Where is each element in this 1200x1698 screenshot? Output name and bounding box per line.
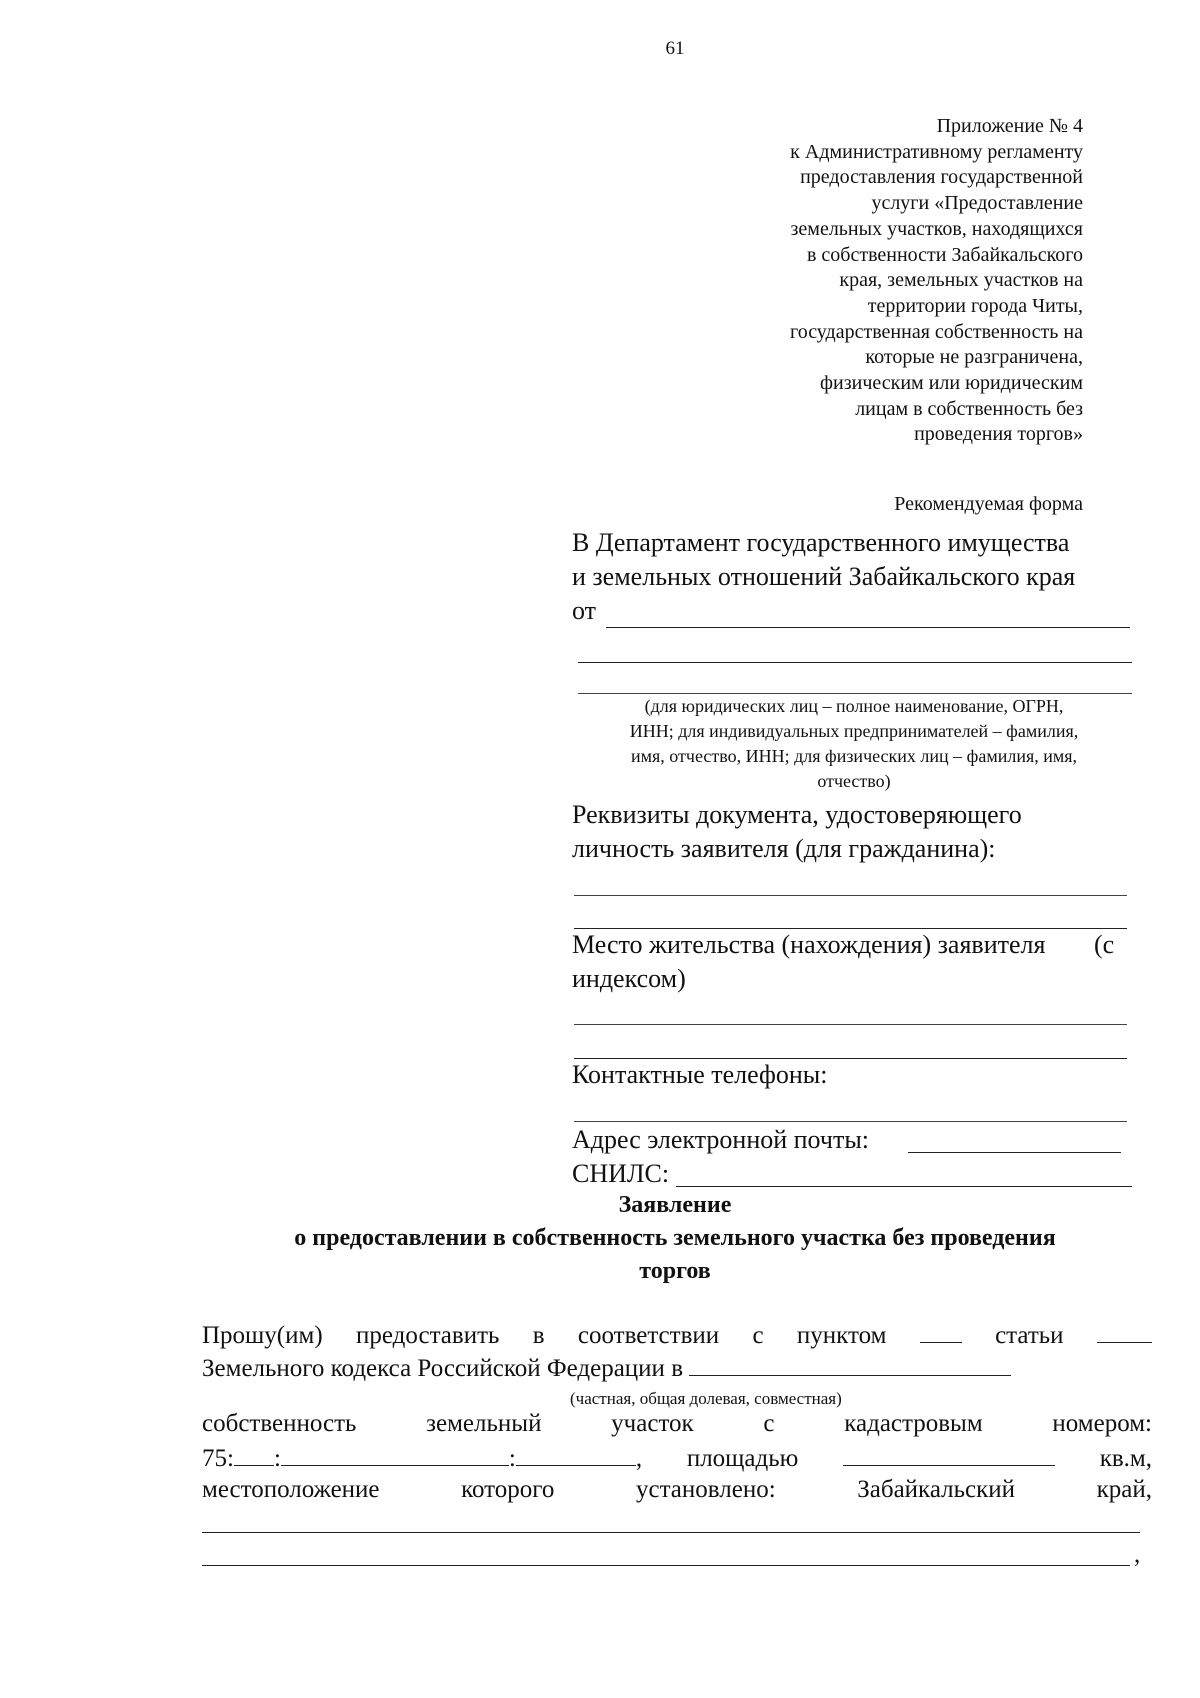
document-title: Заявление [618, 1192, 732, 1218]
area-field[interactable] [843, 1443, 1055, 1466]
hint-line: (для юридических лиц – полное наименование, ОГРН, [644, 696, 1064, 716]
residence-field-line[interactable] [574, 1024, 1127, 1025]
body-text: Земельного кодекса Российской Федерации в [202, 1355, 683, 1382]
body-word: с [752, 1322, 764, 1349]
end-comma: , [1134, 1541, 1141, 1568]
appendix-line: территории города Читы, [867, 294, 1083, 317]
from-field-line[interactable] [606, 627, 1130, 628]
body-word: статьи [995, 1322, 1064, 1349]
body-line-4 [202, 1443, 1152, 1473]
article-number-field[interactable] [1097, 1320, 1152, 1343]
location-field-line[interactable] [202, 1532, 1140, 1533]
body-line-1 [202, 1320, 1152, 1350]
body-word: номером: [1052, 1410, 1152, 1437]
cadastral-part-1-field[interactable] [234, 1443, 274, 1466]
addressee-line-1: В Департамент государственного имущества [572, 528, 1070, 557]
area-unit: кв.м, [1099, 1445, 1152, 1472]
appendix-line: предоставления государственной [800, 166, 1083, 189]
snils-field-line[interactable] [676, 1186, 1132, 1187]
residence-field-line-2[interactable] [574, 1058, 1127, 1059]
body-word: Прошу(им) [202, 1322, 323, 1349]
id-document-field-line[interactable] [574, 895, 1127, 896]
phones-label: Контактные телефоны: [572, 1060, 828, 1089]
body-line-2 [202, 1353, 1011, 1383]
document-subtitle-end: торгов [639, 1258, 711, 1284]
id-document-field-line-2[interactable] [574, 928, 1127, 929]
appendix-line: услуги «Предоставление [871, 192, 1083, 215]
appendix-line: земельных участков, находящихся [790, 217, 1083, 240]
appendix-line: края, земельных участков на [839, 269, 1083, 292]
body-word: соответствии [577, 1322, 720, 1349]
email-field-line[interactable] [908, 1152, 1121, 1153]
body-word: кадастровым [844, 1410, 983, 1437]
hint-line: имя, отчество, ИНН; для физических лиц – фамилия, имя, [630, 746, 1078, 766]
appendix-line: к Административному регламенту [790, 140, 1083, 163]
body-word: край, [1096, 1476, 1152, 1503]
appendix-line: которые не разграничена, [865, 346, 1083, 369]
appendix-line: проведения торгов» [914, 423, 1083, 446]
email-label: Адрес электронной почты: [572, 1125, 870, 1154]
cadastral-prefix: 75: [202, 1445, 234, 1472]
snils-label: СНИЛС: [572, 1159, 670, 1188]
body-word: установлено: [635, 1476, 776, 1503]
body-word: участок [611, 1410, 694, 1437]
appendix-line: Приложение № 4 [936, 115, 1083, 137]
body-line-3 [202, 1410, 1152, 1438]
page-number: 61 [665, 38, 685, 59]
hint-line: ИНН; для индивидуальных предпринимателей – фамилия, [629, 721, 1079, 741]
applicant-hint [570, 694, 1138, 794]
cadastral-part-2-field[interactable] [281, 1443, 509, 1466]
id-document-label-1: Реквизиты документа, удостоверяющего [572, 800, 1022, 829]
cadastral-part-3-field[interactable] [516, 1443, 636, 1466]
appendix-line: лицам в собственность без [855, 397, 1083, 420]
body-word: собственность [202, 1410, 357, 1437]
hint-line: отчество) [817, 771, 891, 791]
appendix-header [643, 114, 1083, 448]
body-word: которого [461, 1476, 555, 1503]
residence-label-1: Место жительства (нахождения) заявителя [572, 930, 1046, 959]
recommended-form-label: Рекомендуемая форма [894, 493, 1083, 515]
area-label: площадью [686, 1445, 799, 1472]
body-word: предоставить [355, 1322, 500, 1349]
appendix-line: государственная собственность на [789, 320, 1083, 343]
appendix-line: физическим или юридическим [820, 372, 1083, 395]
clause-number-field[interactable] [920, 1320, 962, 1343]
ownership-type-field[interactable] [689, 1353, 1011, 1376]
document-subtitle: о предоставлении в собственность земельного участка без проведения [294, 1225, 1056, 1251]
cadastral-colon: : [508, 1445, 516, 1472]
appendix-line: в собственности Забайкальского [806, 243, 1083, 266]
body-line-5 [202, 1476, 1152, 1504]
ownership-type-hint: (частная, общая долевая, совместная) [570, 1389, 842, 1408]
cadastral-colon: : [273, 1445, 281, 1472]
body-word: пунктом [796, 1322, 887, 1349]
body-word: Забайкальский [857, 1476, 1016, 1503]
body-word: земельный [426, 1410, 542, 1437]
phones-field-line[interactable] [574, 1121, 1127, 1122]
body-word: местоположение [202, 1476, 380, 1503]
id-document-label-2: личность заявителя (для гражданина): [572, 834, 996, 863]
cadastral-number: 75: : : , [202, 1445, 643, 1472]
body-word: с [763, 1410, 775, 1437]
residence-label-1-tail: (с [1094, 930, 1115, 959]
from-field-line-2[interactable] [578, 662, 1132, 663]
location-field-line-2[interactable] [202, 1565, 1130, 1566]
from-label: от [572, 596, 597, 625]
body-word: в [532, 1322, 545, 1349]
addressee-line-2: и земельных отношений Забайкальского края [572, 562, 1076, 591]
residence-label-2: индексом) [572, 964, 686, 993]
